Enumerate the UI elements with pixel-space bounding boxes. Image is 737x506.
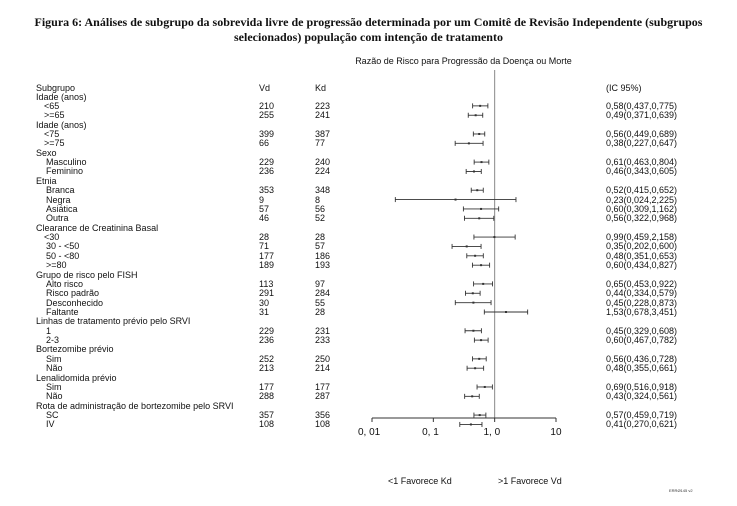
kd-count: 55: [315, 297, 326, 308]
favors-vd-label: >1 Favorece Vd: [498, 476, 562, 486]
subgroup-label: Risco padrão: [46, 288, 100, 299]
point-estimate: [474, 367, 476, 369]
point-estimate: [479, 414, 481, 416]
ci-value: 0,43(0,324,0,561): [606, 391, 678, 402]
point-estimate: [481, 161, 483, 163]
ci-value: 0,99(0,459,2,158): [606, 232, 678, 243]
point-estimate: [478, 217, 480, 219]
subgroup-label: SC: [46, 410, 59, 421]
kd-count: 231: [315, 325, 331, 336]
vd-count: 31: [259, 307, 270, 317]
vd-count: 236: [259, 335, 275, 346]
subgroup-label: Negra: [46, 194, 71, 205]
kd-column-header: Kd: [315, 83, 327, 93]
subgroup-label: Sim: [46, 381, 62, 392]
kd-count: 186: [315, 250, 331, 261]
subgroup-label: IV: [46, 419, 55, 430]
point-estimate: [480, 264, 482, 266]
vd-count: 108: [259, 419, 275, 430]
vd-count: 291: [259, 288, 275, 299]
subgroup-label: 2-3: [46, 335, 60, 346]
group-header-label: Bortezomibe prévio: [36, 344, 114, 355]
vd-count: 229: [259, 325, 275, 336]
subgroup-label: <65: [44, 100, 60, 111]
ci-value: 0,56(0,322,0,968): [606, 213, 678, 224]
point-estimate: [482, 283, 484, 285]
vd-count: 229: [259, 157, 275, 168]
subgroup-label: 1: [46, 325, 52, 336]
group-header-label: Idade (anos): [36, 119, 87, 130]
point-estimate: [474, 255, 476, 257]
subgroup-label: Não: [46, 391, 63, 402]
ci-value: 0,56(0,449,0,689): [606, 128, 678, 139]
point-estimate: [505, 311, 507, 313]
kd-count: 214: [315, 363, 331, 374]
vd-count: 46: [259, 213, 270, 224]
ci-value: 0,65(0,453,0,922): [606, 278, 678, 289]
subgroup-label: Faltante: [46, 307, 79, 317]
ci-value: 0,45(0,329,0,608): [606, 325, 678, 336]
point-estimate: [466, 245, 468, 247]
ci-value: 0,58(0,437,0,775): [606, 100, 678, 111]
group-header-label: Etnia: [36, 175, 57, 186]
figure-code: ERRØ145 v2: [669, 488, 693, 493]
subgroup-label: Branca: [46, 185, 75, 196]
ci-value: 0,35(0,202,0,600): [606, 241, 678, 252]
point-estimate: [476, 189, 478, 191]
kd-count: 223: [315, 100, 331, 111]
point-estimate: [484, 386, 486, 388]
kd-count: 56: [315, 203, 326, 214]
kd-count: 241: [315, 110, 331, 121]
kd-count: 193: [315, 260, 331, 271]
point-estimate: [493, 236, 495, 238]
subgroup-label: >=80: [46, 260, 67, 271]
vd-count: 71: [259, 241, 270, 252]
ci-value: 0,48(0,351,0,653): [606, 250, 678, 261]
vd-count: 357: [259, 410, 275, 421]
ci-value: 0,48(0,355,0,661): [606, 363, 678, 374]
ci-value: 0,44(0,334,0,579): [606, 288, 678, 299]
figure-title-line-1: Figura 6: Análises de subgrupo da sobrevida livre de progressão determinada por um Comitê de Revisão Independente (subgrupos: [34, 15, 703, 29]
subgroup-label: Sim: [46, 353, 62, 364]
kd-count: 177: [315, 381, 331, 392]
group-header-label: Lenalidomida prévio: [36, 372, 117, 383]
kd-count: 97: [315, 278, 326, 289]
vd-count: 288: [259, 391, 275, 402]
vd-count: 255: [259, 110, 275, 121]
subgroup-label: Outra: [46, 213, 69, 224]
ci-column-header: (IC 95%): [606, 83, 642, 93]
kd-count: 52: [315, 213, 326, 224]
vd-count: 113: [259, 278, 274, 289]
ci-value: 1,53(0,678,3,451): [606, 307, 678, 317]
x-tick-label: 1, 0: [483, 427, 501, 438]
kd-count: 77: [315, 138, 326, 149]
vd-count: 210: [259, 100, 275, 111]
point-estimate: [480, 208, 482, 210]
ci-value: 0,60(0,434,0,827): [606, 260, 678, 271]
vd-count: 189: [259, 260, 275, 271]
point-estimate: [475, 114, 477, 116]
subgroup-label: Asiática: [46, 203, 78, 214]
vd-count: 177: [259, 250, 275, 261]
subgroup-label: Não: [46, 363, 63, 374]
vd-count: 213: [259, 363, 275, 374]
point-estimate: [479, 105, 481, 107]
subgroup-column-header: Subgrupo: [36, 83, 76, 93]
group-header-label: Grupo de risco pelo FISH: [36, 269, 138, 280]
vd-column-header: Vd: [259, 83, 271, 93]
vd-count: 236: [259, 166, 275, 177]
subgroup-label: >=65: [44, 110, 65, 121]
vd-count: 30: [259, 297, 270, 308]
ci-value: 0,23(0,024,2,225): [606, 194, 678, 205]
kd-count: 356: [315, 410, 331, 421]
kd-count: 8: [315, 194, 321, 205]
ci-value: 0,45(0,228,0,873): [606, 297, 678, 308]
subgroup-label: >=75: [44, 138, 65, 149]
ci-value: 0,61(0,463,0,804): [606, 157, 678, 168]
ci-value: 0,52(0,415,0,652): [606, 185, 678, 196]
subgroup-label: Masculino: [46, 157, 87, 168]
ci-value: 0,56(0,436,0,728): [606, 353, 678, 364]
group-header-label: Sexo: [36, 147, 57, 158]
subgroup-label: Alto risco: [46, 278, 84, 289]
point-estimate: [472, 330, 474, 332]
vd-count: 399: [259, 128, 275, 139]
vd-count: 177: [259, 381, 275, 392]
kd-count: 348: [315, 185, 331, 196]
kd-count: 387: [315, 128, 331, 139]
vd-count: 28: [259, 232, 270, 243]
kd-count: 287: [315, 391, 331, 402]
subgroup-label: <75: [44, 128, 60, 139]
group-header-label: Rota de administração de bortezomibe pelo SRVI: [36, 400, 234, 411]
group-header-label: Idade (anos): [36, 91, 87, 102]
subgroup-label: Desconhecido: [46, 297, 104, 308]
point-estimate: [468, 142, 470, 144]
point-estimate: [473, 170, 475, 172]
ci-value: 0,46(0,343,0,605): [606, 166, 678, 177]
chart-title: Razão de Risco para Progressão da Doença ou Morte: [355, 56, 572, 66]
point-estimate: [455, 199, 457, 201]
subgroup-label: 50 - <80: [46, 250, 80, 261]
point-estimate: [472, 302, 474, 304]
subgroup-label: <30: [44, 232, 60, 243]
kd-count: 284: [315, 288, 331, 299]
point-estimate: [472, 292, 474, 294]
group-header-label: Clearance de Creatinina Basal: [36, 222, 159, 233]
point-estimate: [480, 339, 482, 341]
subgroup-label: 30 - <50: [46, 241, 80, 252]
ci-value: 0,69(0,516,0,918): [606, 381, 678, 392]
ci-value: 0,60(0,467,0,782): [606, 335, 678, 346]
vd-count: 9: [259, 194, 265, 205]
x-tick-label: 0, 01: [358, 427, 381, 438]
ci-value: 0,41(0,270,0,621): [606, 419, 678, 430]
x-tick-label: 0, 1: [422, 427, 439, 438]
x-tick-label: 10: [550, 427, 562, 438]
ci-value: 0,57(0,459,0,719): [606, 410, 678, 421]
ci-value: 0,60(0,309,1,162): [606, 203, 678, 214]
point-estimate: [471, 395, 473, 397]
kd-count: 108: [315, 419, 331, 430]
kd-count: 233: [315, 335, 331, 346]
vd-count: 252: [259, 353, 275, 364]
point-estimate: [470, 423, 472, 425]
ci-value: 0,49(0,371,0,639): [606, 110, 678, 121]
favors-kd-label: <1 Favorece Kd: [388, 476, 452, 486]
kd-count: 240: [315, 157, 331, 168]
point-estimate: [478, 358, 480, 360]
kd-count: 250: [315, 353, 331, 364]
vd-count: 353: [259, 185, 275, 196]
vd-count: 66: [259, 138, 270, 149]
subgroup-label: Feminino: [46, 166, 84, 177]
ci-value: 0,38(0,227,0,647): [606, 138, 678, 149]
kd-count: 28: [315, 307, 326, 317]
kd-count: 224: [315, 166, 331, 177]
point-estimate: [478, 133, 480, 135]
vd-count: 57: [259, 203, 270, 214]
figure-title-line-2: selecionados) população com intenção de tratamento: [234, 30, 503, 44]
kd-count: 57: [315, 241, 326, 252]
kd-count: 28: [315, 232, 326, 243]
group-header-label: Linhas de tratamento prévio pelo SRVI: [36, 316, 191, 327]
